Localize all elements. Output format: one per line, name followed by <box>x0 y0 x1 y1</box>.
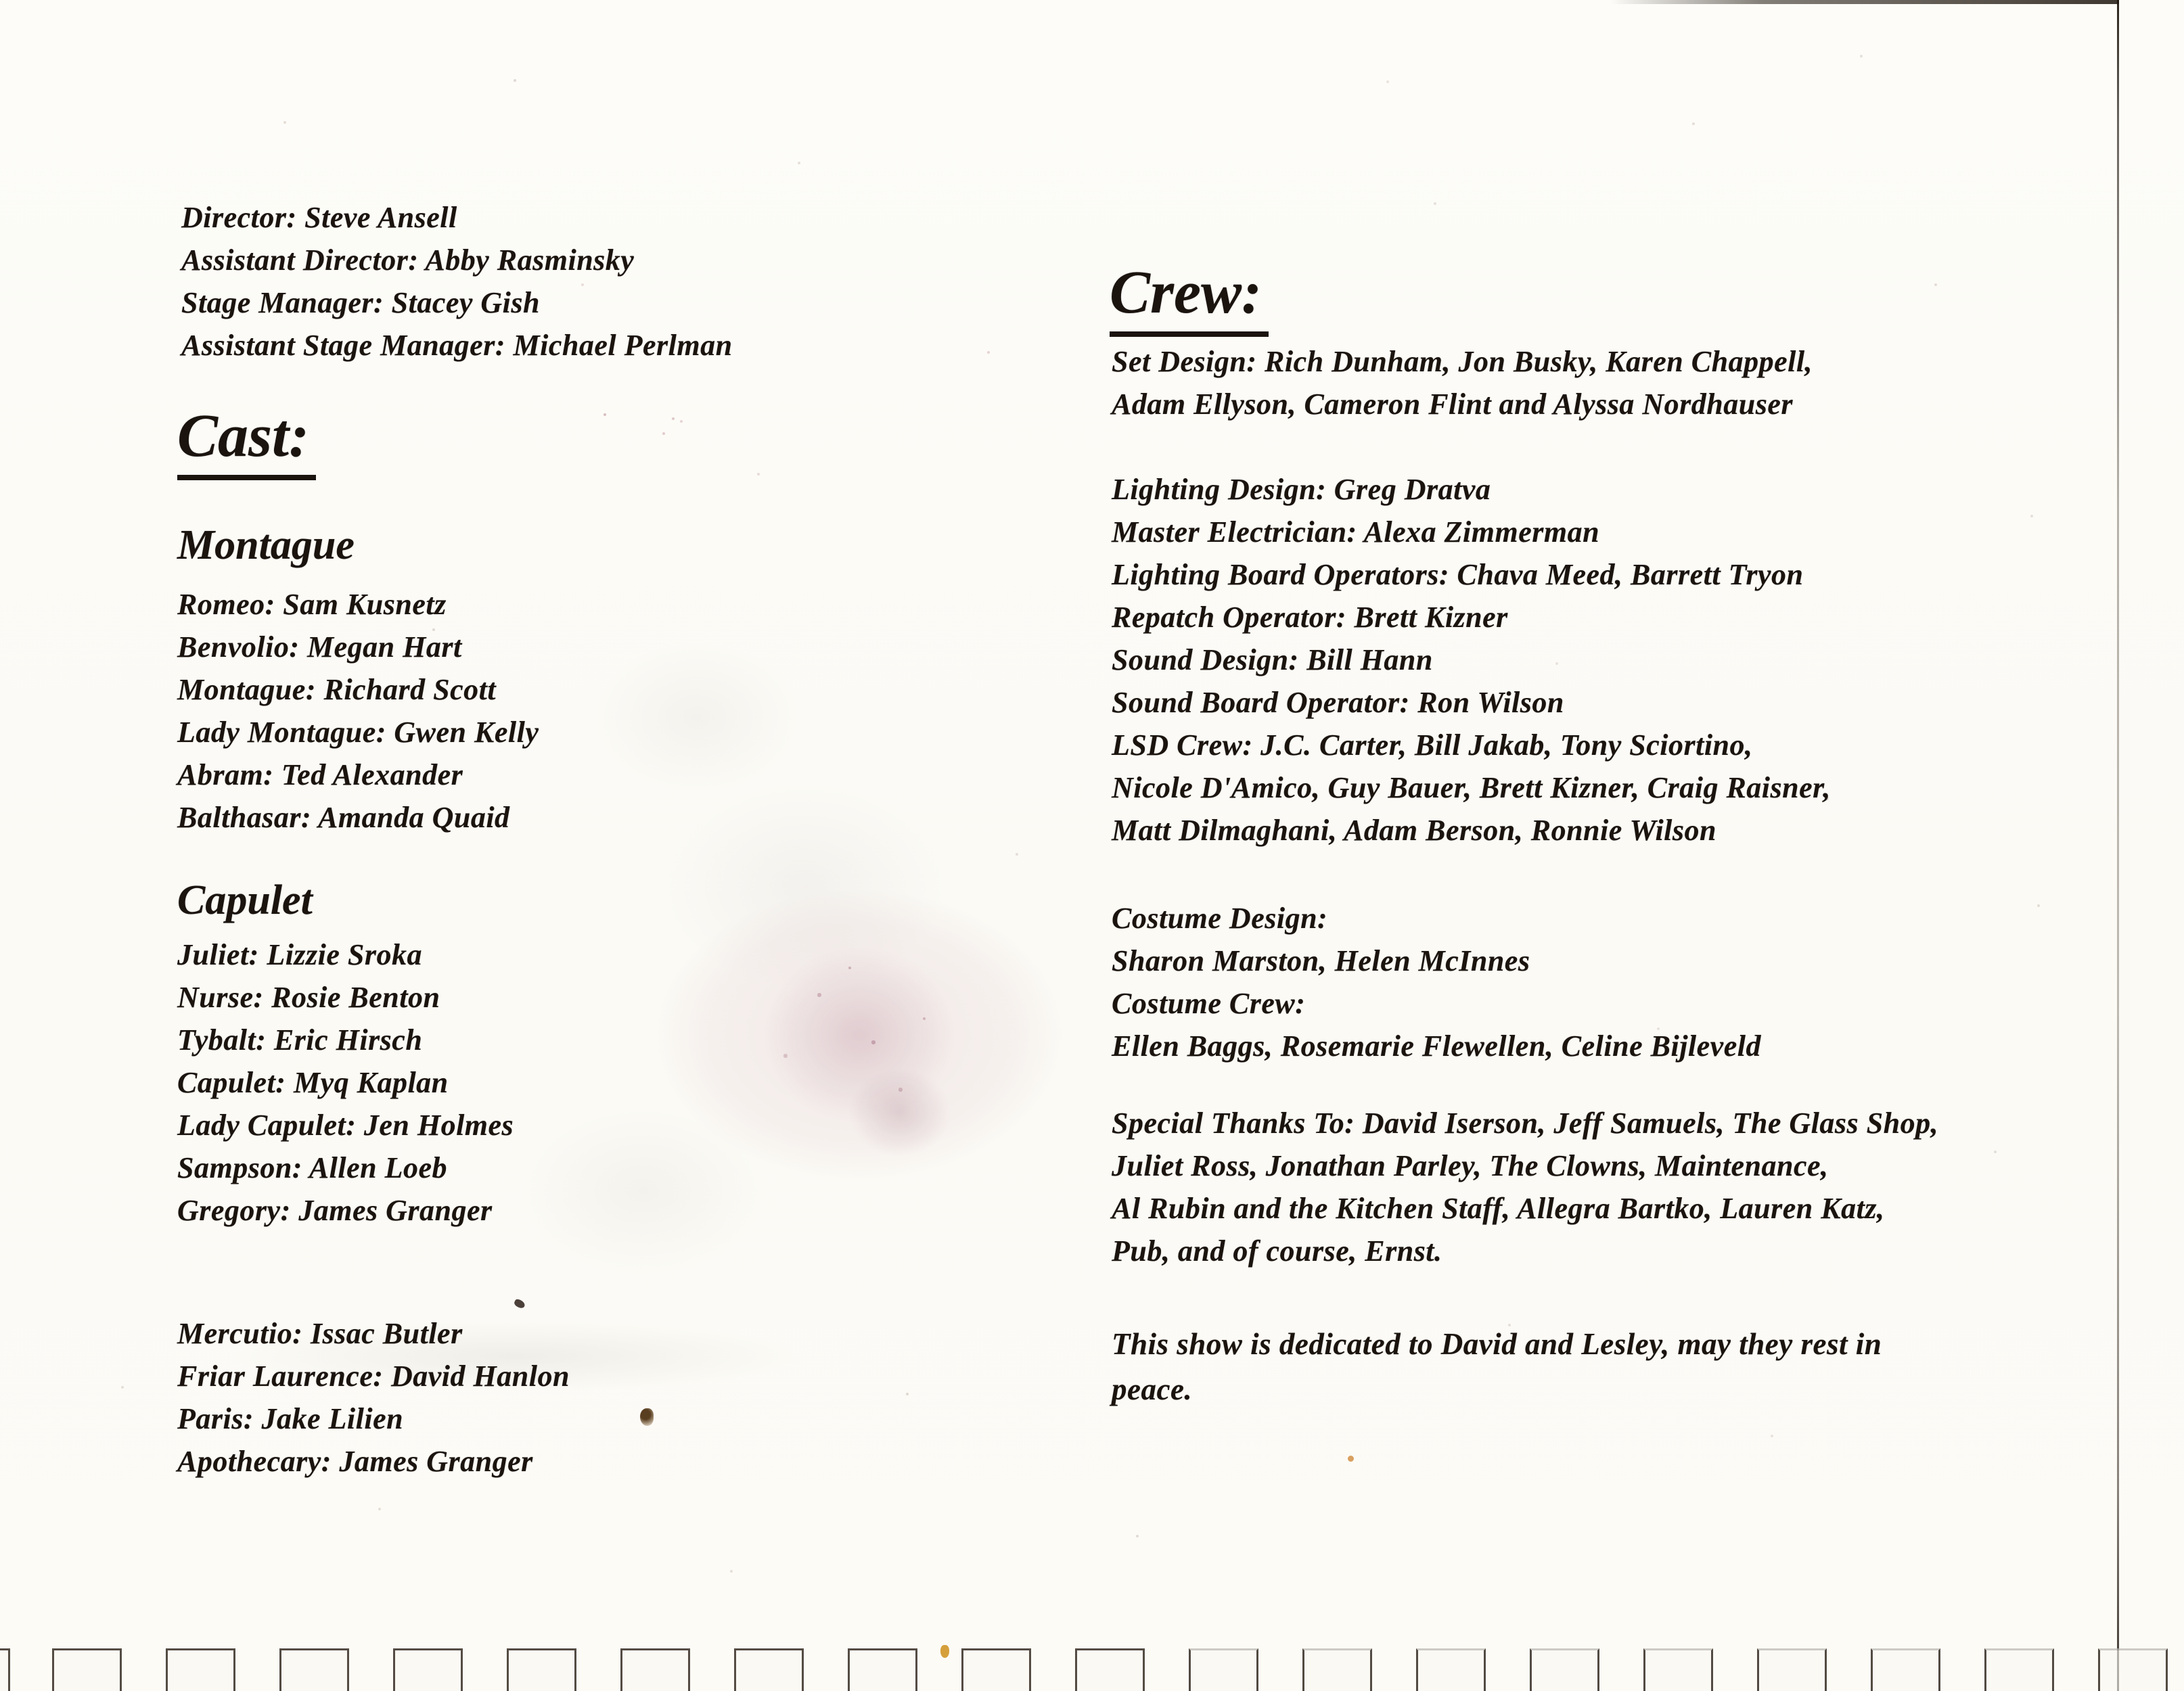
special-thanks-paragraph <box>1112 1102 1938 1272</box>
cast-line: Balthasar: Amanda Quaid <box>177 801 510 834</box>
crew-heading-text: Crew: <box>1110 262 1269 337</box>
crew-line: Set Design: Rich Dunham, Jon Busky, Karen Chappell, <box>1112 345 1813 378</box>
capulet-group-heading: Capulet <box>177 877 313 923</box>
binding-hole <box>848 1648 917 1691</box>
staff-line: Director: Steve Ansell <box>181 201 457 234</box>
staff-line: Assistant Stage Manager: Michael Perlman <box>181 329 733 362</box>
cast-heading-text: Cast: <box>177 406 316 480</box>
staff-line: Assistant Director: Abby Rasminsky <box>181 244 635 277</box>
binding-hole <box>961 1648 1031 1691</box>
crew-line: Ellen Baggs, Rosemarie Flewellen, Celine Bijleveld <box>1112 1029 1761 1063</box>
set-design-paragraph <box>1112 340 1813 425</box>
cast-line: Mercutio: Issac Butler <box>177 1317 463 1350</box>
binding-hole <box>734 1648 804 1691</box>
production-staff-list <box>181 196 733 367</box>
binding-hole <box>1643 1648 1713 1691</box>
scan-top-edge-shadow <box>1610 0 2119 4</box>
ink-stain-smudge <box>832 1055 968 1170</box>
cast-line: Lady Montague: Gwen Kelly <box>177 716 539 749</box>
dedication-line: peace. <box>1112 1372 1193 1406</box>
capulet-cast-list <box>177 933 514 1232</box>
binding-hole <box>166 1648 235 1691</box>
dedication-paragraph <box>1112 1322 1882 1412</box>
cast-line: Lady Capulet: Jen Holmes <box>177 1109 514 1142</box>
crew-line: Lighting Board Operators: Chava Meed, Barrett Tryon <box>1112 558 1804 591</box>
binding-hole <box>620 1648 690 1691</box>
montague-group-heading: Montague <box>177 522 355 568</box>
binding-hole <box>2098 1648 2168 1691</box>
cast-line: Paris: Jake Lilien <box>177 1402 404 1435</box>
binding-hole <box>0 1648 10 1691</box>
crew-line: Juliet Ross, Jonathan Parley, The Clowns, Maintenance, <box>1112 1149 1829 1182</box>
cast-line: Friar Laurence: David Hanlon <box>177 1360 570 1393</box>
page-edge-crease-line <box>2117 0 2119 1691</box>
crew-line: Master Electrician: Alexa Zimmerman <box>1112 515 1600 549</box>
montague-cast-list <box>177 583 539 839</box>
crew-line: Repatch Operator: Brett Kizner <box>1112 601 1508 634</box>
costume-paragraph <box>1112 897 1761 1067</box>
cast-line: Apothecary: James Granger <box>177 1445 533 1478</box>
brown-fleck <box>640 1408 654 1426</box>
ink-stain-smudge <box>765 947 954 1123</box>
tech-crew-paragraph <box>1112 468 1831 852</box>
crew-line: Lighting Design: Greg Dratva <box>1112 473 1491 506</box>
crew-line: Matt Dilmaghani, Adam Berson, Ronnie Wilson <box>1112 814 1717 847</box>
cast-line: Romeo: Sam Kusnetz <box>177 588 447 621</box>
binding-hole <box>52 1648 122 1691</box>
cast-heading <box>177 402 316 480</box>
binding-hole <box>1302 1648 1372 1691</box>
orange-fleck <box>940 1645 949 1658</box>
binding-hole <box>1075 1648 1145 1691</box>
binding-hole <box>1757 1648 1827 1691</box>
crew-line: LSD Crew: J.C. Carter, Bill Jakab, Tony Sciortino, <box>1112 728 1753 762</box>
crew-line: Al Rubin and the Kitchen Staff, Allegra Bartko, Lauren Katz, <box>1112 1192 1885 1225</box>
cast-line: Sampson: Allen Loeb <box>177 1151 448 1184</box>
crew-line: Nicole D'Amico, Guy Bauer, Brett Kizner, Craig Raisner, <box>1112 771 1831 804</box>
binding-hole <box>279 1648 349 1691</box>
binding-hole <box>1871 1648 1940 1691</box>
other-cast-list <box>177 1312 570 1483</box>
staff-line: Stage Manager: Stacey Gish <box>181 286 540 319</box>
crew-line: Costume Crew: <box>1112 987 1306 1020</box>
cast-line: Nurse: Rosie Benton <box>177 981 440 1014</box>
dedication-line: This show is dedicated to David and Lesley, may they rest in <box>1112 1327 1882 1361</box>
cast-line: Juliet: Lizzie Sroka <box>177 938 423 971</box>
binding-hole <box>1416 1648 1486 1691</box>
crew-line: Pub, and of course, Ernst. <box>1112 1234 1442 1268</box>
cast-line: Benvolio: Megan Hart <box>177 630 462 664</box>
cast-line: Capulet: Myq Kaplan <box>177 1066 449 1099</box>
crew-line: Special Thanks To: David Iserson, Jeff Samuels, The Glass Shop, <box>1112 1107 1939 1140</box>
binding-hole <box>1530 1648 1599 1691</box>
dust-speckles <box>0 0 1 1</box>
binding-hole <box>1984 1648 2054 1691</box>
dark-fleck <box>513 1298 526 1310</box>
cast-line: Gregory: James Granger <box>177 1194 493 1227</box>
binding-hole <box>1189 1648 1258 1691</box>
cast-line: Montague: Richard Scott <box>177 673 497 706</box>
cast-line: Tybalt: Eric Hirsch <box>177 1023 423 1057</box>
crew-line: Sound Board Operator: Ron Wilson <box>1112 686 1564 719</box>
binding-hole <box>393 1648 463 1691</box>
crew-line: Costume Design: <box>1112 902 1328 935</box>
orange-fleck <box>1348 1456 1354 1462</box>
crew-line: Sharon Marston, Helen McInnes <box>1112 944 1530 977</box>
crew-heading <box>1110 259 1269 337</box>
cast-line: Abram: Ted Alexander <box>177 758 463 791</box>
binding-hole <box>507 1648 576 1691</box>
crew-line: Sound Design: Bill Hann <box>1112 643 1433 676</box>
crew-line: Adam Ellyson, Cameron Flint and Alyssa Nordhauser <box>1112 388 1793 421</box>
